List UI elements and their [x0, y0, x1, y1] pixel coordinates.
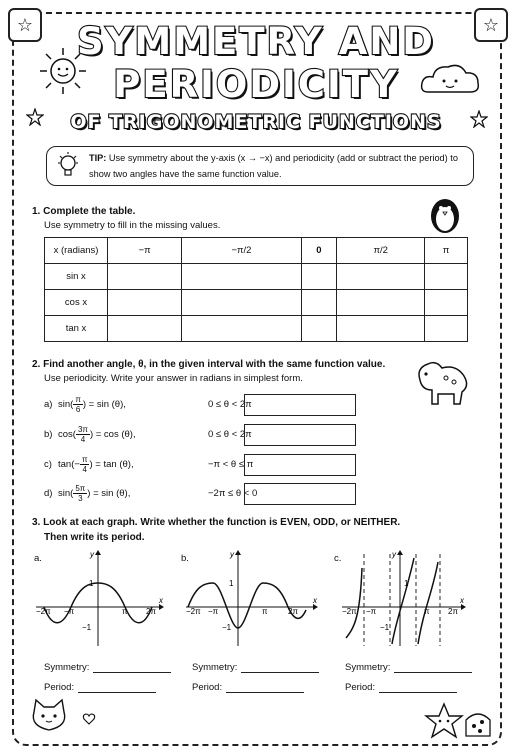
fn-name: sin	[58, 398, 71, 410]
period-field-c[interactable]	[345, 682, 457, 693]
answer-cell[interactable]	[108, 290, 182, 316]
curve-c-branch	[418, 562, 438, 644]
tick-label: −π	[64, 607, 75, 616]
period-label: Period:	[192, 682, 223, 693]
answer-cell[interactable]	[425, 264, 468, 290]
tick-label: 2π	[448, 607, 458, 616]
fn-name: sin	[58, 487, 71, 499]
answer-line[interactable]	[379, 692, 457, 693]
curve-c-branch	[346, 568, 362, 638]
row-label: cos x	[45, 290, 108, 316]
answer-cell[interactable]	[337, 316, 425, 342]
numerator: π	[81, 454, 88, 464]
answer-box-c[interactable]	[244, 454, 356, 476]
q3-heading-2: Then write its period.	[44, 532, 145, 543]
graph-b	[184, 548, 324, 648]
answer-cell[interactable]	[425, 316, 468, 342]
table-row	[45, 290, 468, 316]
tick-label: −π	[208, 607, 219, 616]
question-3	[32, 517, 400, 543]
table-header-cell: −π	[108, 238, 182, 264]
denominator: 3	[78, 493, 83, 503]
q3-heading: 3. Look at each graph. Write whether the function is EVEN, ODD, or NEITHER.	[32, 517, 401, 528]
answer-cell[interactable]	[182, 316, 301, 342]
question-2	[32, 359, 385, 384]
x-axis-label: x	[159, 596, 163, 605]
graph-a	[34, 548, 166, 648]
y-axis-label: y	[230, 550, 234, 559]
answer-line[interactable]	[241, 672, 319, 673]
values-table	[44, 237, 468, 342]
tick-label: 2π	[288, 607, 298, 616]
item-label: c)	[44, 458, 52, 470]
item-expression: tan(− $\frac{\pi}{4}$ ) = tan (θ),	[58, 454, 134, 474]
answer-line[interactable]	[78, 692, 156, 693]
symmetry-label: Symmetry:	[345, 662, 391, 673]
answer-cell[interactable]	[301, 316, 337, 342]
interval: 0 ≤ θ < 2π	[208, 398, 252, 410]
tick-label: −1	[222, 623, 232, 632]
tick-label: 2π	[146, 607, 156, 616]
item-expression: sin( $\frac{\pi}{6}$ ) = sin (θ),	[58, 394, 126, 414]
tick-label: −1	[82, 623, 92, 632]
denominator: 4	[82, 464, 87, 474]
sign: −	[74, 458, 80, 470]
fraction	[76, 425, 90, 444]
tick-label: π	[122, 607, 128, 616]
q2-instruction: Use periodicity. Write your answer in radians in simplest form.	[44, 373, 303, 384]
cat-icon	[24, 692, 74, 742]
curve-c-branch	[392, 558, 414, 644]
symmetry-field-c[interactable]	[345, 662, 472, 673]
answer-cell[interactable]	[337, 264, 425, 290]
y-axis-label: y	[392, 550, 396, 559]
denominator: 4	[80, 434, 86, 444]
table-header-cell: x (radians)	[45, 238, 108, 264]
x-axis-label: x	[460, 596, 464, 605]
answer-cell[interactable]	[337, 290, 425, 316]
table-row	[45, 316, 468, 342]
heart-icon	[82, 712, 96, 726]
tick-label: 1	[404, 579, 409, 588]
rhs: = cos (θ),	[95, 428, 136, 440]
y-axis-label: y	[90, 550, 94, 559]
tip-text-2: show two angles have the same function value.	[89, 169, 282, 179]
answer-line[interactable]	[226, 692, 304, 693]
cookie-icon	[462, 706, 494, 738]
answer-cell[interactable]	[182, 264, 301, 290]
tip-box	[46, 146, 474, 186]
item-label: b)	[44, 428, 53, 440]
tick-label: −1	[380, 623, 390, 632]
title-subtitle: OF TRIGONOMETRIC FUNCTIONS	[70, 111, 442, 133]
table-header-cell: π/2	[337, 238, 425, 264]
answer-cell[interactable]	[108, 316, 182, 342]
q2-heading: 2. Find another angle, θ, in the given interval with the same function value.	[32, 359, 386, 370]
rhs: = sin (θ),	[88, 398, 126, 410]
fraction	[73, 484, 87, 503]
lightbulb-icon	[55, 151, 81, 181]
interval: 0 ≤ θ < 2π	[208, 428, 252, 440]
fn-name: cos	[58, 428, 73, 440]
answer-cell[interactable]	[182, 290, 301, 316]
tip-body: Use symmetry about the y-axis (x → −x) and periodicity (add or subtract the period) to	[108, 153, 458, 163]
title-line-1: SYMMETRY AND	[76, 20, 436, 63]
table-row	[45, 264, 468, 290]
graph-a-label: a.	[34, 553, 42, 564]
item-expression: cos( $\frac{3\pi}{4}$ ) = cos (θ),	[58, 424, 136, 444]
answer-cell[interactable]	[301, 264, 337, 290]
tick-label: −2π	[342, 607, 357, 616]
tip-text	[89, 150, 465, 166]
denominator: 6	[75, 404, 81, 414]
x-axis-label: x	[313, 596, 317, 605]
numerator: 3π	[77, 424, 88, 434]
symmetry-field-b[interactable]	[192, 662, 319, 673]
answer-cell[interactable]	[108, 264, 182, 290]
table-header-cell: π	[425, 238, 468, 264]
symmetry-label: Symmetry:	[192, 662, 238, 673]
symmetry-field-a[interactable]	[44, 662, 171, 673]
rhs: = tan (θ),	[95, 458, 134, 470]
question-1	[32, 206, 220, 231]
answer-box-d[interactable]	[244, 483, 356, 505]
worksheet-title	[0, 20, 512, 136]
dinosaur-icon	[412, 350, 472, 410]
item-label: a)	[44, 398, 53, 410]
tick-label: π	[262, 607, 268, 616]
row-label: tan x	[45, 316, 108, 342]
tick-label: −2π	[36, 607, 51, 616]
interval: −π < θ ≤ π	[208, 458, 254, 470]
item-expression: sin( $\frac{5\pi}{3}$ ) = sin (θ),	[58, 483, 131, 503]
period-field-b[interactable]	[192, 682, 304, 693]
graph-b-label: b.	[181, 553, 189, 564]
penguin-icon	[424, 192, 466, 236]
star-corner-icon: ☆	[8, 8, 42, 42]
fraction	[73, 395, 83, 414]
item-label: d)	[44, 487, 53, 499]
symmetry-label: Symmetry:	[44, 662, 90, 673]
tick-label: −2π	[186, 607, 201, 616]
tick-label: 1	[89, 579, 94, 588]
table-header-cell: −π/2	[182, 238, 301, 264]
answer-cell[interactable]	[301, 290, 337, 316]
period-label: Period:	[44, 682, 75, 693]
star-corner-icon: ☆	[474, 8, 508, 42]
answer-line[interactable]	[93, 672, 171, 673]
answer-box-a[interactable]	[244, 394, 356, 416]
answer-line[interactable]	[394, 672, 472, 673]
table-header-cell: 0	[301, 238, 337, 264]
curve-b	[188, 583, 306, 628]
q1-heading: 1. Complete the table.	[32, 206, 136, 217]
tick-label: 1	[229, 579, 234, 588]
fraction	[80, 455, 90, 474]
table-header-row	[45, 238, 468, 264]
q1-instruction: Use symmetry to fill in the missing values.	[44, 220, 221, 231]
numerator: 5π	[75, 483, 86, 493]
answer-cell[interactable]	[425, 290, 468, 316]
answer-box-b[interactable]	[244, 424, 356, 446]
graph-c	[340, 548, 472, 648]
title-line-2: PERIODICITY	[113, 63, 399, 106]
interval: −2π ≤ θ < 0	[208, 487, 258, 499]
fn-name: tan	[58, 458, 72, 470]
tip-label: TIP:	[89, 153, 107, 163]
numerator: π	[75, 394, 81, 404]
rhs: = sin (θ),	[93, 487, 131, 499]
tick-label: −π	[366, 607, 377, 616]
period-label: Period:	[345, 682, 376, 693]
tick-label: π	[424, 607, 430, 616]
row-label: sin x	[45, 264, 108, 290]
graph-c-label: c.	[334, 553, 342, 564]
star-face-icon	[424, 702, 464, 740]
